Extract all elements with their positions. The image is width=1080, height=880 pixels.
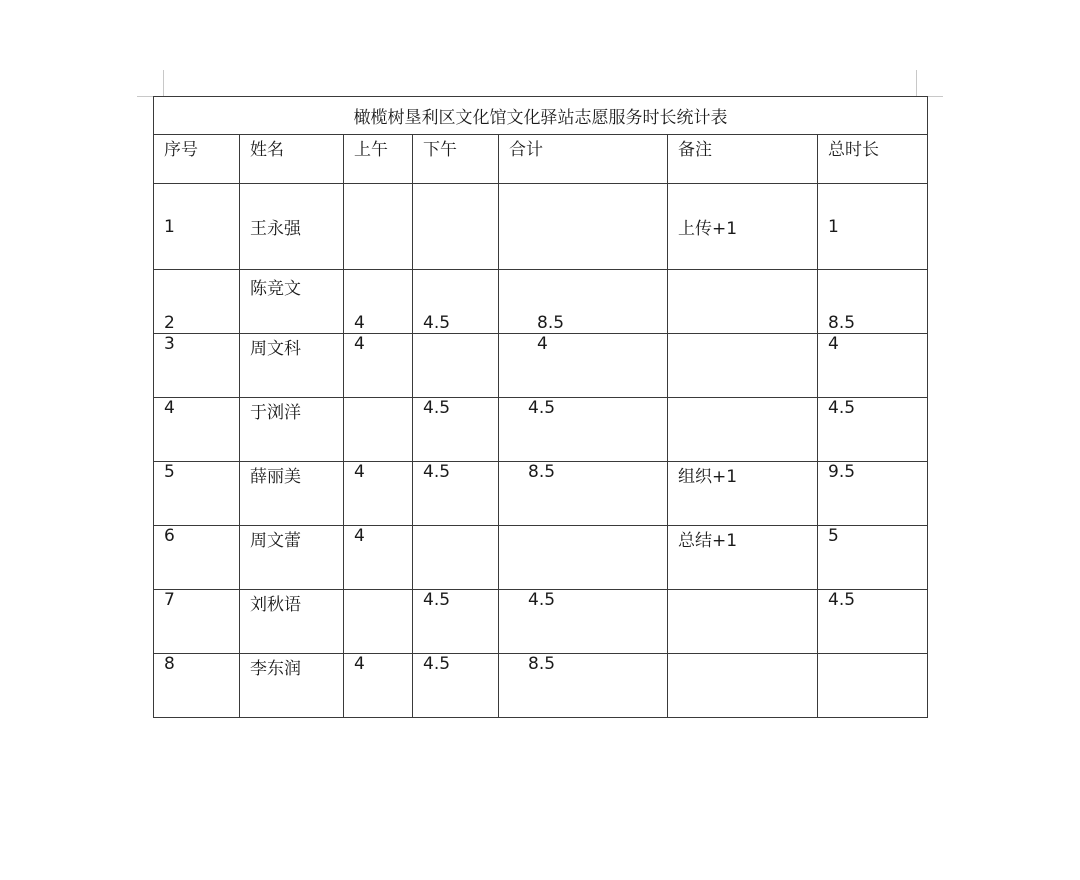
cell-name[interactable]: 陈竞文 <box>240 270 344 334</box>
cell-note[interactable]: 组织+1 <box>668 462 818 526</box>
header-cell-pm[interactable]: 下午 <box>413 135 499 184</box>
cell-sum[interactable]: 8.5 <box>499 654 668 718</box>
cell-note[interactable] <box>668 270 818 334</box>
cell-sum[interactable]: 4 <box>499 334 668 398</box>
header-cell-total[interactable]: 总时长 <box>818 135 928 184</box>
cell-note[interactable]: 总结+1 <box>668 526 818 590</box>
cell-pm[interactable]: 4.5 <box>413 654 499 718</box>
table-row <box>154 526 928 590</box>
cell-am[interactable]: 4 <box>344 654 413 718</box>
cell-total[interactable]: 4.5 <box>818 590 928 654</box>
cell-pm[interactable]: 4.5 <box>413 590 499 654</box>
cell-am[interactable]: 4 <box>344 270 413 334</box>
header-cell-name[interactable]: 姓名 <box>240 135 344 184</box>
table-row <box>154 334 928 398</box>
cell-sum[interactable] <box>499 184 668 270</box>
cell-no[interactable]: 3 <box>154 334 240 398</box>
header-row <box>154 135 928 184</box>
cell-sum[interactable]: 4.5 <box>499 398 668 462</box>
title-row <box>154 97 928 135</box>
cell-no[interactable]: 1 <box>154 184 240 270</box>
header-cell-am[interactable]: 上午 <box>344 135 413 184</box>
cell-name[interactable]: 薛丽美 <box>240 462 344 526</box>
table-row <box>154 590 928 654</box>
cell-pm[interactable]: 4.5 <box>413 462 499 526</box>
header-cell-note[interactable]: 备注 <box>668 135 818 184</box>
table-row <box>154 654 928 718</box>
cell-no[interactable]: 2 <box>154 270 240 334</box>
cell-pm[interactable]: 4.5 <box>413 270 499 334</box>
margin-guide-top-right <box>916 70 917 96</box>
cell-name[interactable]: 周文科 <box>240 334 344 398</box>
cell-total[interactable]: 1 <box>818 184 928 270</box>
cell-sum[interactable]: 8.5 <box>499 270 668 334</box>
cell-no[interactable]: 4 <box>154 398 240 462</box>
cell-pm[interactable] <box>413 184 499 270</box>
cell-no[interactable]: 7 <box>154 590 240 654</box>
cell-am[interactable] <box>344 184 413 270</box>
cell-name[interactable]: 李东润 <box>240 654 344 718</box>
cell-note[interactable] <box>668 334 818 398</box>
cell-note[interactable] <box>668 590 818 654</box>
cell-no[interactable]: 8 <box>154 654 240 718</box>
cell-total[interactable]: 9.5 <box>818 462 928 526</box>
cell-name[interactable]: 王永强 <box>240 184 344 270</box>
cell-pm[interactable] <box>413 526 499 590</box>
margin-guide-top-left <box>163 70 164 96</box>
table-row <box>154 270 928 334</box>
cell-total[interactable]: 5 <box>818 526 928 590</box>
cell-total[interactable]: 8.5 <box>818 270 928 334</box>
cell-am[interactable]: 4 <box>344 526 413 590</box>
cell-note[interactable] <box>668 398 818 462</box>
cell-no[interactable]: 5 <box>154 462 240 526</box>
cell-am[interactable] <box>344 590 413 654</box>
table-row <box>154 398 928 462</box>
header-cell-sum[interactable]: 合计 <box>499 135 668 184</box>
cell-total[interactable]: 4.5 <box>818 398 928 462</box>
cell-no[interactable]: 6 <box>154 526 240 590</box>
margin-guide-right <box>926 96 943 97</box>
cell-name[interactable]: 于浏洋 <box>240 398 344 462</box>
table-row <box>154 184 928 270</box>
cell-sum[interactable]: 8.5 <box>499 462 668 526</box>
volunteer-hours-table <box>153 96 928 718</box>
cell-am[interactable]: 4 <box>344 334 413 398</box>
cell-name[interactable]: 刘秋语 <box>240 590 344 654</box>
cell-am[interactable]: 4 <box>344 462 413 526</box>
header-cell-no[interactable]: 序号 <box>154 135 240 184</box>
table-title[interactable]: 橄榄树垦利区文化馆文化驿站志愿服务时长统计表 <box>154 97 928 135</box>
cell-pm[interactable]: 4.5 <box>413 398 499 462</box>
cell-total[interactable] <box>818 654 928 718</box>
cell-pm[interactable] <box>413 334 499 398</box>
cell-note[interactable]: 上传+1 <box>668 184 818 270</box>
cell-note[interactable] <box>668 654 818 718</box>
cell-name[interactable]: 周文蕾 <box>240 526 344 590</box>
cell-total[interactable]: 4 <box>818 334 928 398</box>
cell-sum[interactable]: 4.5 <box>499 590 668 654</box>
table-row <box>154 462 928 526</box>
margin-guide-left <box>137 96 154 97</box>
cell-am[interactable] <box>344 398 413 462</box>
cell-sum[interactable] <box>499 526 668 590</box>
